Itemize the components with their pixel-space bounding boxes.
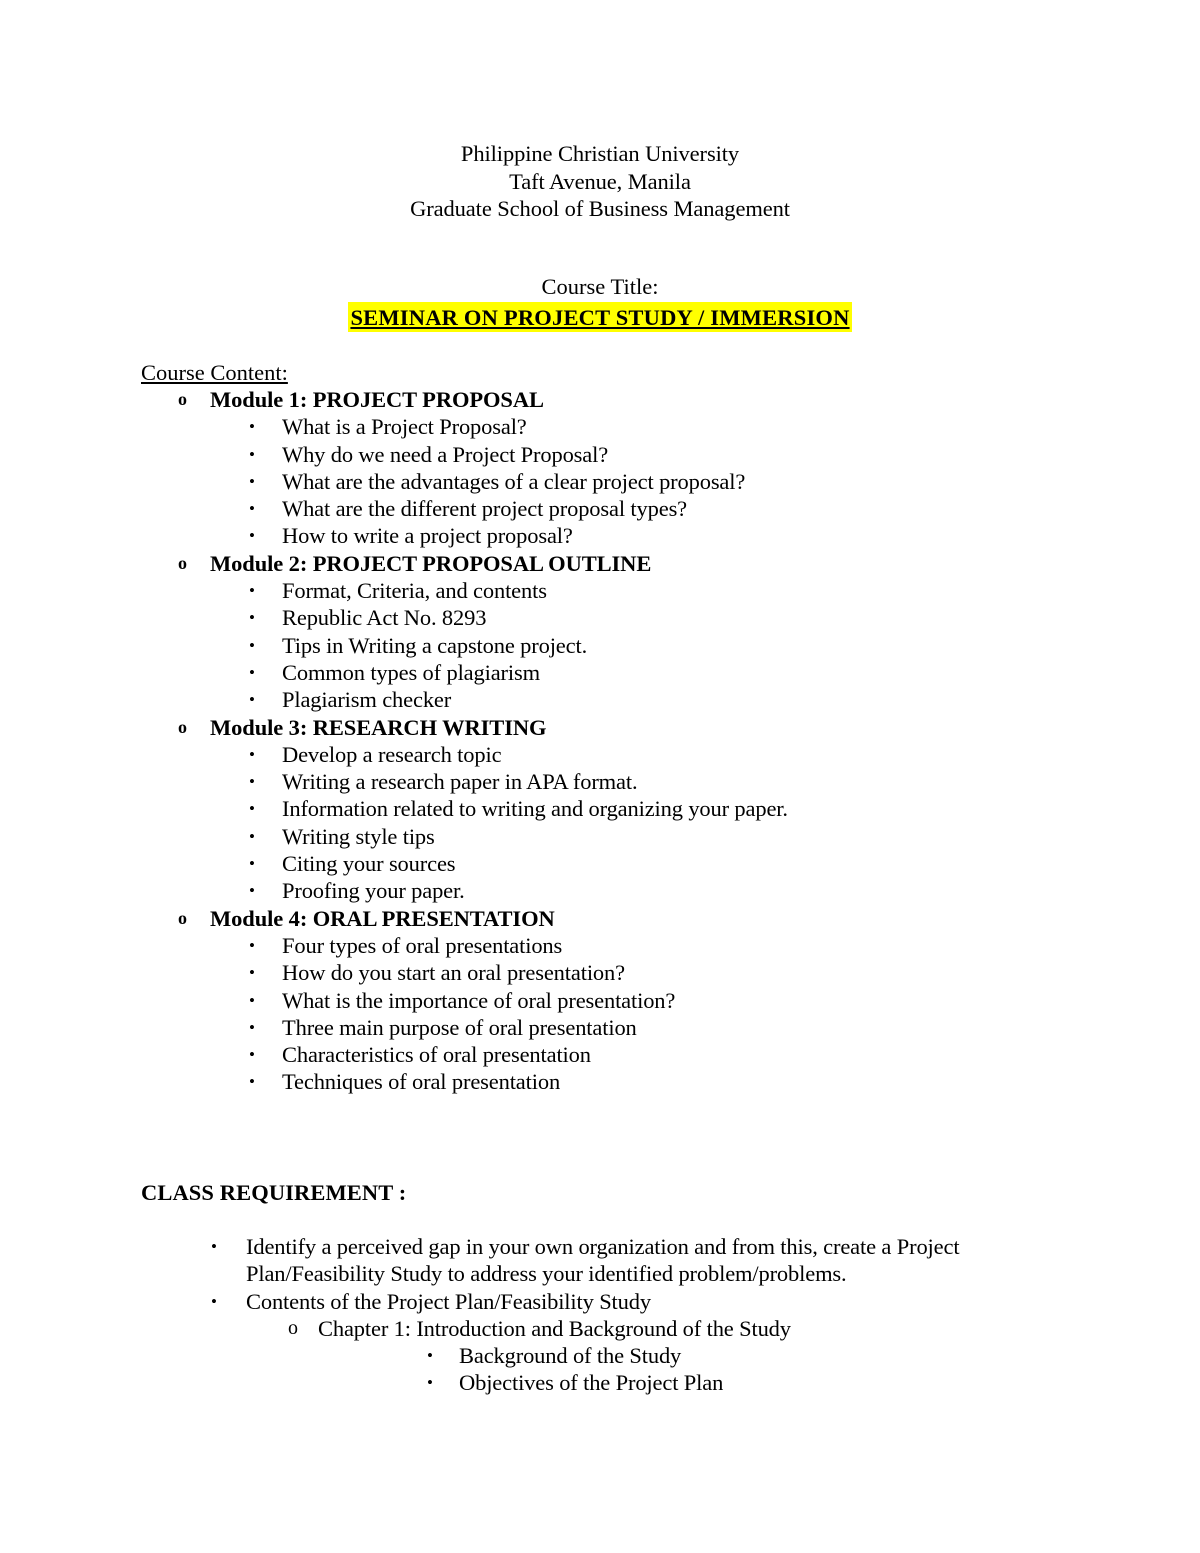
module-item-text: Plagiarism checker <box>282 687 452 713</box>
header-line-school: Graduate School of Business Management <box>410 196 790 221</box>
filled-bullet-icon: • <box>211 1237 217 1256</box>
module-item <box>0 877 1200 904</box>
module-item <box>0 1041 1200 1068</box>
module-item <box>0 495 1200 522</box>
module-item-text: Tips in Writing a capstone project. <box>282 632 588 658</box>
filled-bullet-icon: • <box>249 499 255 519</box>
module-item <box>0 741 1200 768</box>
module-item <box>0 1014 1200 1041</box>
class-requirement-item <box>0 1288 1200 1315</box>
filled-bullet-icon: • <box>249 1045 255 1065</box>
module-item-text: Three main purpose of oral presentation <box>282 1014 637 1040</box>
filled-bullet-icon: • <box>249 772 255 792</box>
header-line-address: Taft Avenue, Manila <box>509 168 691 194</box>
module-item <box>0 987 1200 1014</box>
module-item-text: Common types of plagiarism <box>282 659 540 685</box>
class-requirement-subsubitem <box>0 1342 1200 1369</box>
course-content-heading-text: Course Content: <box>141 360 288 385</box>
filled-bullet-icon: • <box>249 799 255 819</box>
module-block <box>0 386 1200 550</box>
module-item <box>0 577 1200 604</box>
module-item-text: Format, Criteria, and contents <box>282 578 547 604</box>
module-item <box>0 413 1200 440</box>
filled-bullet-icon: • <box>249 881 255 901</box>
module-item <box>0 768 1200 795</box>
course-content-heading <box>141 359 288 387</box>
hollow-bullet-icon: o <box>288 1316 298 1339</box>
module-item <box>0 850 1200 877</box>
filled-bullet-icon: • <box>249 963 255 983</box>
module-heading-text: Module 2: PROJECT PROPOSAL OUTLINE <box>210 550 652 576</box>
class-requirement-heading: CLASS REQUIREMENT : <box>141 1180 407 1205</box>
filled-bullet-icon: • <box>427 1373 433 1393</box>
class-requirement-subitem-text: Chapter 1: Introduction and Background of the Study <box>318 1315 791 1341</box>
module-item-text: Proofing your paper. <box>282 878 465 904</box>
module-item <box>0 795 1200 822</box>
module-item <box>0 932 1200 959</box>
modules-list <box>0 386 1200 1096</box>
module-item <box>0 686 1200 713</box>
class-requirement-subsubitem-text: Background of the Study <box>459 1343 682 1369</box>
class-requirement-subsubitem <box>0 1369 1200 1396</box>
module-heading <box>0 550 1200 577</box>
module-item-text: Techniques of oral presentation <box>282 1069 561 1095</box>
module-heading-text: Module 4: ORAL PRESENTATION <box>210 905 555 931</box>
filled-bullet-icon: • <box>249 1072 255 1092</box>
module-item <box>0 659 1200 686</box>
module-item <box>0 522 1200 549</box>
module-item-text: What is the importance of oral presentation? <box>282 987 676 1013</box>
filled-bullet-icon: • <box>249 1017 255 1037</box>
institution-header <box>0 140 1200 223</box>
module-heading <box>0 386 1200 413</box>
module-item-text: Characteristics of oral presentation <box>282 1042 591 1068</box>
module-block <box>0 550 1200 714</box>
module-item-text: Writing style tips <box>282 823 435 849</box>
filled-bullet-icon: • <box>427 1346 433 1366</box>
course-title-label: Course Title: <box>541 274 659 299</box>
filled-bullet-icon: • <box>249 444 255 464</box>
hollow-bullet-icon: o <box>178 389 187 409</box>
filled-bullet-icon: • <box>249 690 255 710</box>
module-item <box>0 959 1200 986</box>
module-block <box>0 905 1200 1096</box>
module-item-text: Republic Act No. 8293 <box>282 605 487 631</box>
module-item <box>0 604 1200 631</box>
module-heading <box>0 714 1200 741</box>
course-title-highlight-wrap <box>0 303 1200 335</box>
module-item <box>0 823 1200 850</box>
module-heading <box>0 905 1200 932</box>
filled-bullet-icon: • <box>249 417 255 437</box>
module-item <box>0 1068 1200 1095</box>
course-title-block <box>0 273 1200 335</box>
course-title-value: SEMINAR ON PROJECT STUDY / IMMERSION <box>348 302 851 332</box>
module-item-text: What is a Project Proposal? <box>282 414 527 440</box>
module-heading-text: Module 3: RESEARCH WRITING <box>210 714 547 740</box>
class-requirement-item-text: Identify a perceived gap in your own organization and from this, create a Project Plan/Feasibility Study to address your identified problem/problems. <box>246 1234 960 1287</box>
module-item-text: Writing a research paper in APA format. <box>282 769 638 795</box>
module-item-text: Citing your sources <box>282 851 456 877</box>
module-item-text: Four types of oral presentations <box>282 932 563 958</box>
filled-bullet-icon: • <box>249 662 255 682</box>
filled-bullet-icon: • <box>249 471 255 491</box>
class-requirement-item-text: Contents of the Project Plan/Feasibility Study <box>246 1288 651 1314</box>
module-block <box>0 714 1200 905</box>
module-item-text: Information related to writing and organizing your paper. <box>282 796 788 822</box>
filled-bullet-icon: • <box>249 608 255 628</box>
filled-bullet-icon: • <box>249 581 255 601</box>
filled-bullet-icon: • <box>249 854 255 874</box>
module-item-text: What are the advantages of a clear project proposal? <box>282 468 746 494</box>
filled-bullet-icon: • <box>249 526 255 546</box>
hollow-bullet-icon: o <box>178 552 187 573</box>
module-item <box>0 632 1200 659</box>
module-item-text: How do you start an oral presentation? <box>282 960 625 986</box>
module-item-text: Why do we need a Project Proposal? <box>282 441 609 467</box>
hollow-bullet-icon: o <box>178 716 187 737</box>
filled-bullet-icon: • <box>211 1291 217 1311</box>
class-requirement-item <box>0 1233 1200 1288</box>
module-item-text: Develop a research topic <box>282 741 502 767</box>
filled-bullet-icon: • <box>249 744 255 764</box>
module-item-text: How to write a project proposal? <box>282 523 573 549</box>
module-item <box>0 441 1200 468</box>
hollow-bullet-icon: o <box>178 907 187 928</box>
filled-bullet-icon: • <box>249 990 255 1010</box>
class-requirement-subsubitem-text: Objectives of the Project Plan <box>459 1370 724 1396</box>
module-item <box>0 468 1200 495</box>
module-item-text: What are the different project proposal types? <box>282 496 688 522</box>
module-heading-text: Module 1: PROJECT PROPOSAL <box>210 387 544 412</box>
filled-bullet-icon: • <box>249 826 255 846</box>
class-requirement-list <box>0 1233 1200 1397</box>
header-line-university: Philippine Christian University <box>460 141 740 166</box>
class-requirement-subitem <box>0 1315 1200 1342</box>
filled-bullet-icon: • <box>249 935 255 955</box>
filled-bullet-icon: • <box>249 635 255 655</box>
